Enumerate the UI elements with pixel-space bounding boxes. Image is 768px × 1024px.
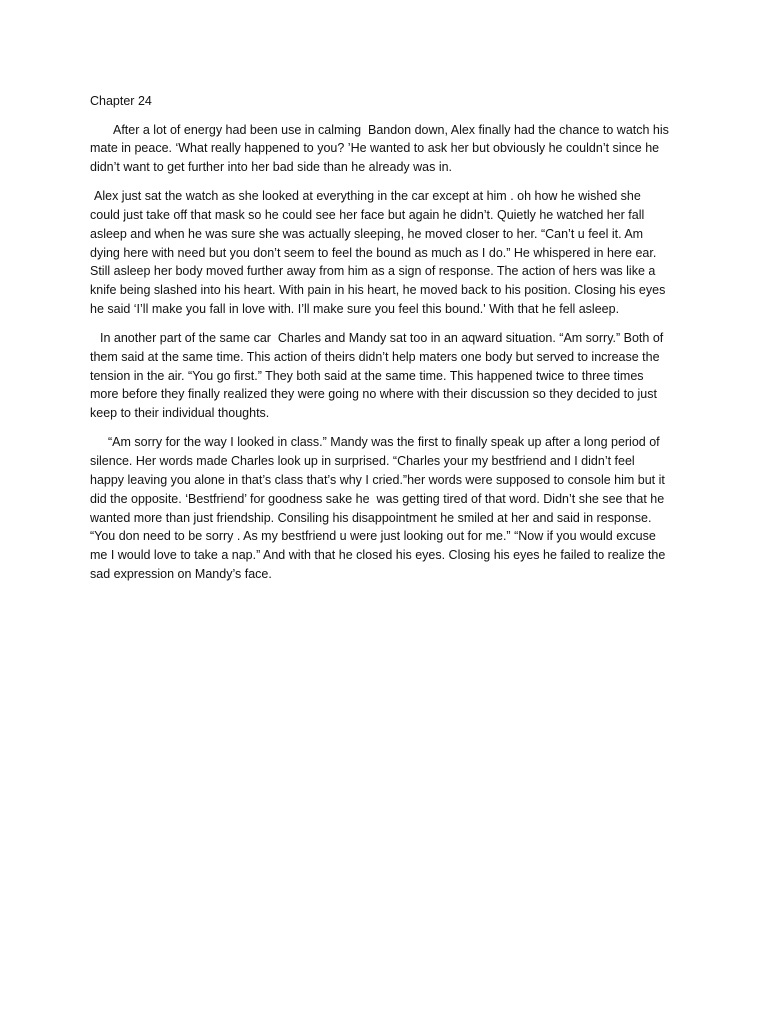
paragraph-line: “Am sorry for the way I looked in class.” Mandy was the first to finally speak up after a long period of — [108, 434, 660, 449]
paragraph-line: more before they finally realized they were going no where with their discussion so they decided to just — [90, 387, 657, 402]
paragraph-line: silence. Her words made Charles look up in surprised. “Charles your my bestfriend and I didn’t feel — [90, 453, 635, 468]
paragraph-line: wanted more than just friendship. Consiling his disappointment he smiled at her and said in response. — [90, 510, 652, 525]
paragraph-line: dying here with need but you don’t seem to feel the bound as much as I do.” He whispered in here ear. — [90, 245, 657, 260]
document-body — [90, 92, 682, 594]
paragraph-line: mate in peace. ‘What really happened to you? ’He wanted to ask her but obviously he couldn’t since he — [90, 141, 660, 156]
paragraph-line: In another part of the same car Charles and Mandy sat too in an aqward situation. “Am sorry.” Both of — [100, 330, 664, 345]
paragraph-line: happy leaving you alone in that’s class that’s why I cried.”her words were supposed to console him but it — [90, 472, 665, 487]
paragraph-line: sad expression on Mandy’s face. — [90, 567, 272, 582]
paragraph-2 — [90, 187, 682, 319]
paragraph-line: didn’t want to get further into her bad side than he already was in. — [90, 160, 453, 175]
paragraph-line: tension in the air. “You go first.” They both said at the same time. This happened twice to three times — [90, 368, 644, 383]
paragraph-line: he said ‘I’ll make you fall in love with. I’ll make sure you feel this bound.' With that he fell asleep. — [90, 302, 620, 317]
paragraph-line: knife being slashed into his heart. With pain in his heart, he moved back to his position. Closing his eyes — [90, 283, 666, 298]
paragraph-3 — [90, 329, 682, 424]
paragraph-line: could just take off that mask so he could see her face but again he didn’t. Quietly he watched her fall — [90, 207, 645, 222]
paragraph-line: Still asleep her body moved further away from him as a sign of response. The action of hers was like a — [90, 264, 656, 279]
paragraph-line: did the opposite. ‘Bestfriend’ for goodness sake he was getting tired of that word. Didn’t she see that he — [90, 491, 665, 506]
paragraph-line: keep to their individual thoughts. — [90, 406, 270, 421]
paragraph-line: me I would love to take a nap.” And with that he closed his eyes. Closing his eyes he failed to realize the — [90, 548, 666, 563]
paragraph-line: After a lot of energy had been use in calming Bandon down, Alex finally had the chance to watch his — [113, 122, 669, 137]
paragraph-4 — [90, 433, 682, 584]
paragraph-1 — [90, 121, 682, 178]
paragraph-line: “You don need to be sorry . As my bestfriend u were just looking out for me.” “Now if you would excuse — [90, 529, 656, 544]
paragraph-line: asleep and when he was sure she was actually sleeping, he moved closer to her. “Can’t u feel it. Am — [90, 226, 644, 241]
paragraph-line: Alex just sat the watch as she looked at everything in the car except at him . oh how he wished she — [94, 188, 641, 203]
paragraph-line: them said at the same time. This action of theirs didn’t help maters one body but served to increase the — [90, 349, 660, 364]
chapter-title: Chapter 24 — [90, 94, 152, 108]
